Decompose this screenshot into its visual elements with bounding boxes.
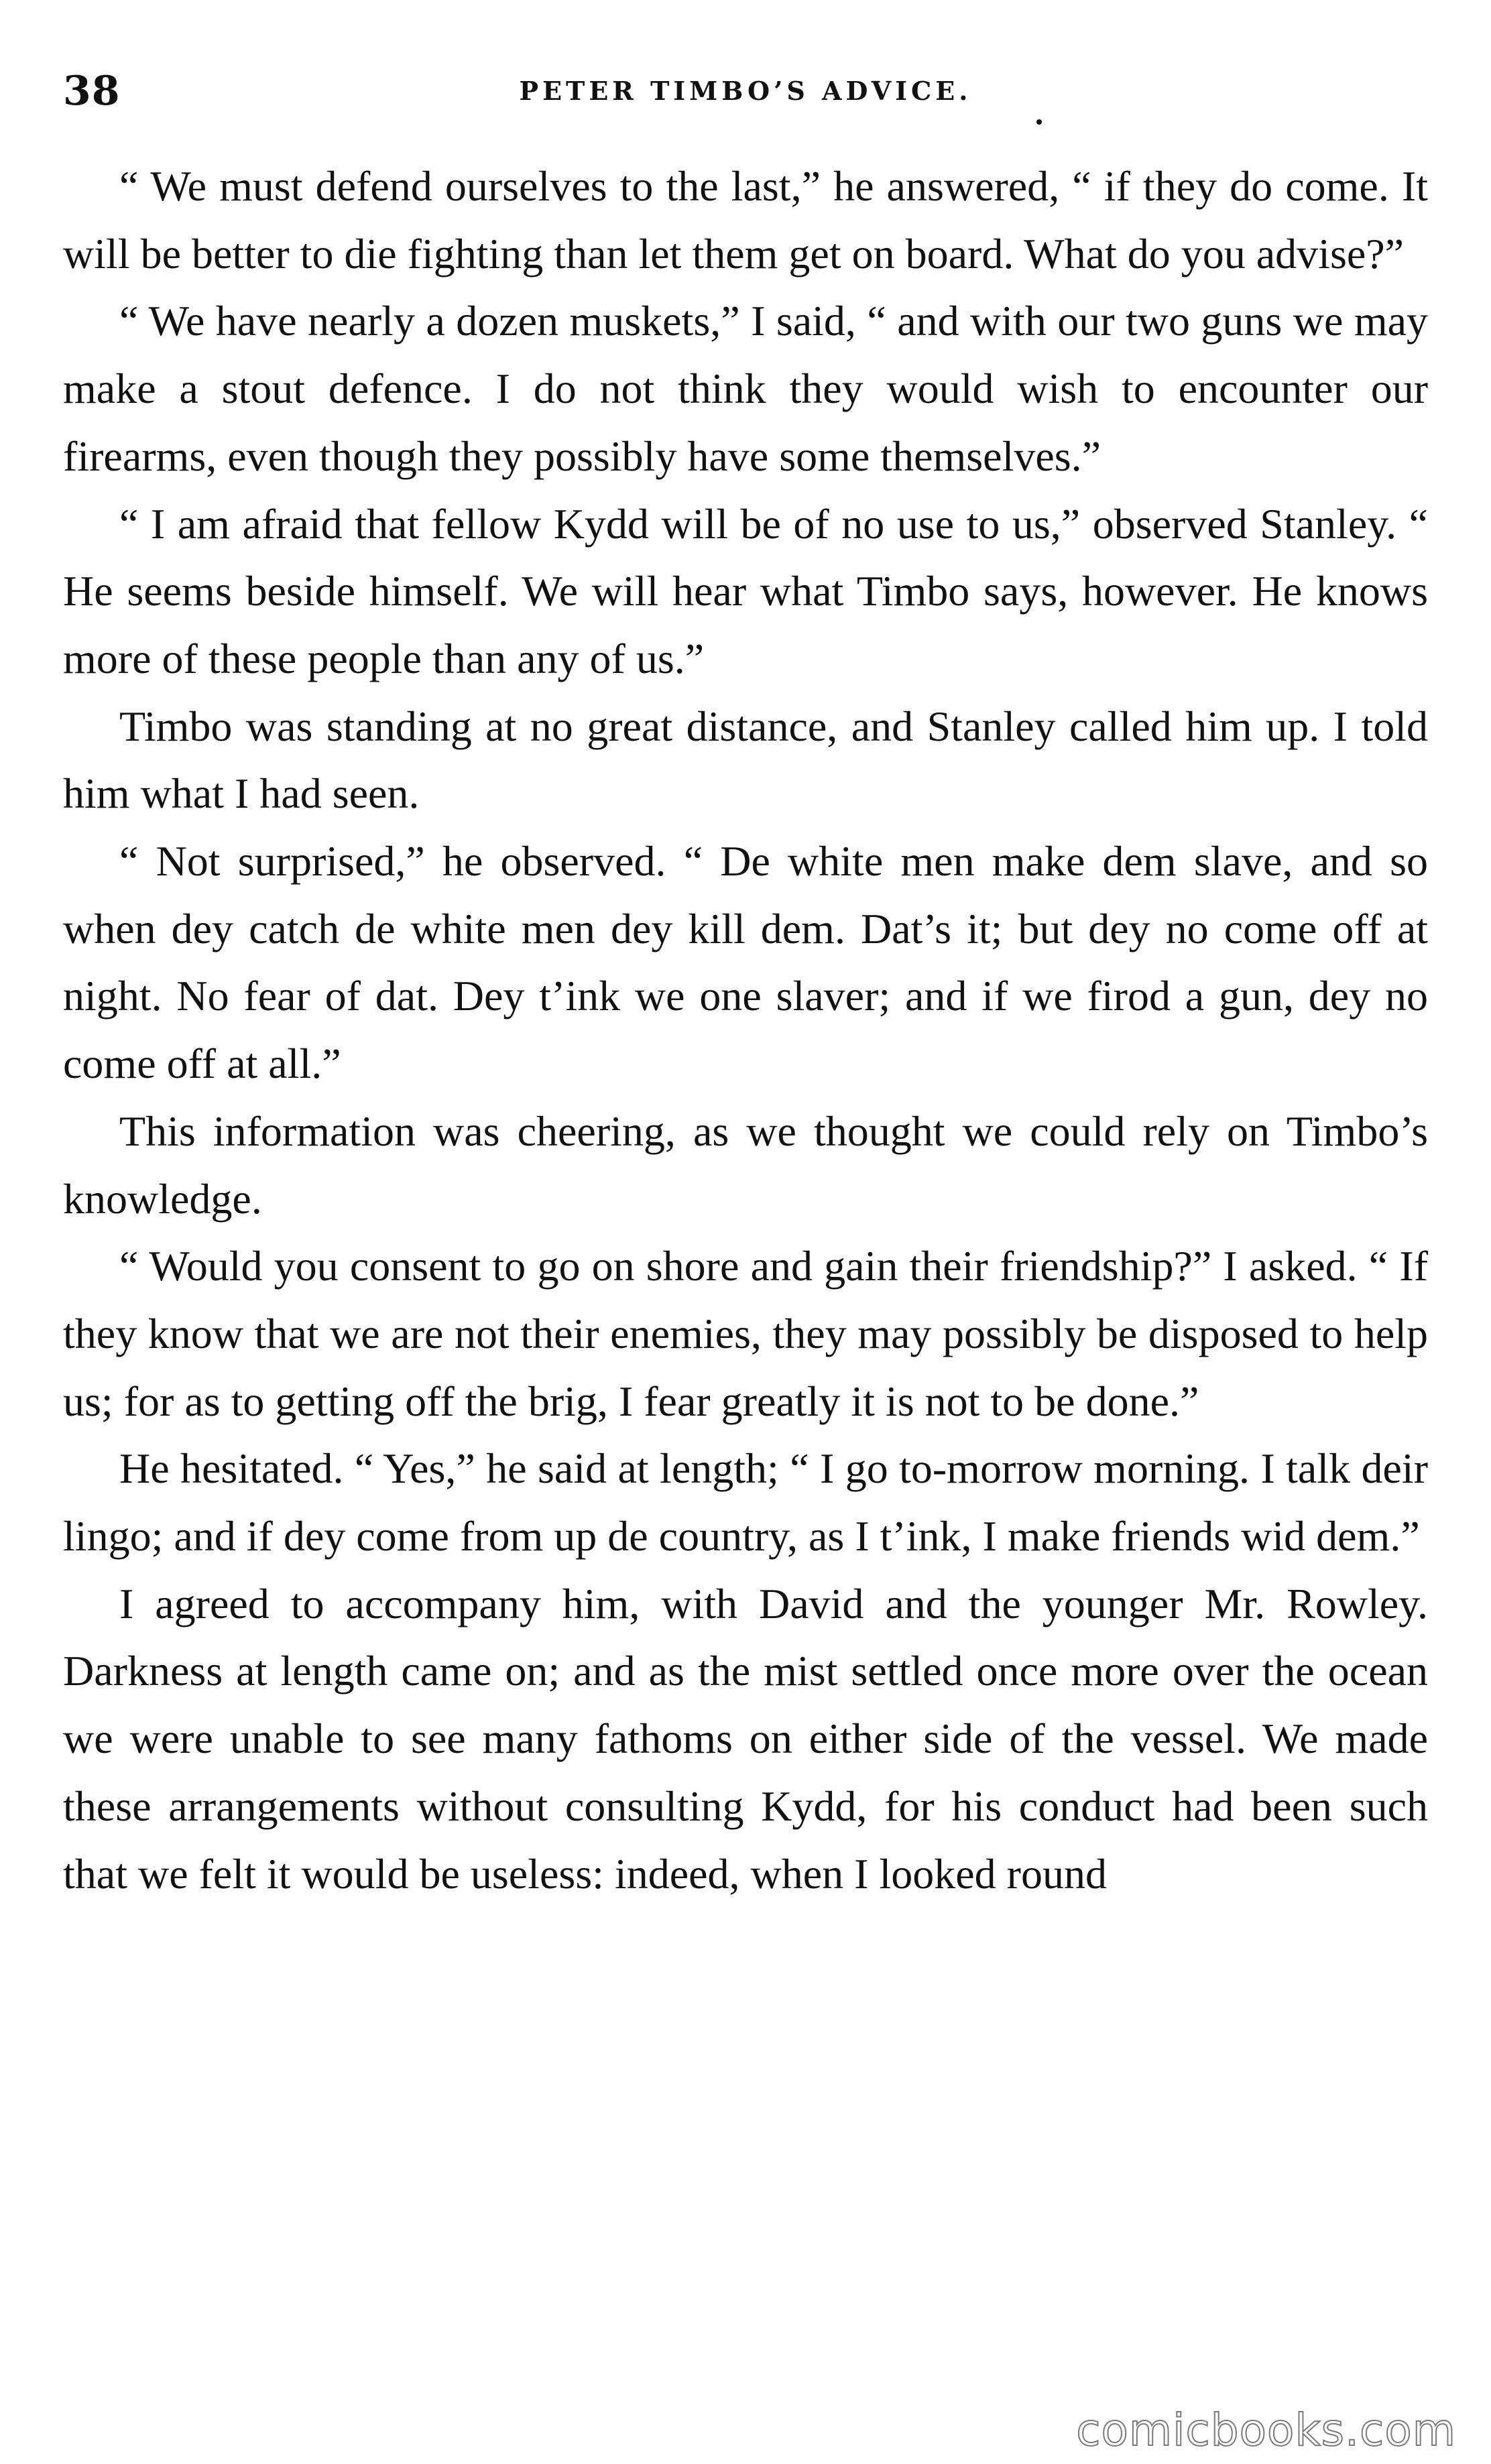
paragraph: “ Not surprised,” he observed. “ De white men make dem slave, and so when dey catch de white men dey kill dem. Dat’s it; but dey no come off at night. No fear of dat. Dey t’ink we one slaver; and if we firod a gun, dey no come off at all.” — [63, 837, 1428, 1088]
paragraph: I agreed to accompany him, with David and the younger Mr. Rowley. Darkness at length came on; and as the mist settled once more over the ocean we were unable to see many fathoms on either side of the vessel. We made these arrangements without consulting Kydd, for his conduct had been such that we felt it would be useless: indeed, when I looked round — [63, 1579, 1428, 1898]
paragraph: “ Would you consent to go on shore and gain their friendship?” I asked. “ If they know that we are not their enemies, they may possibly be disposed to help us; for as to getting off the brig, I fear greatly it is not to be done.” — [63, 1242, 1428, 1425]
paragraph: “ We have nearly a dozen muskets,” I said, “ and with our two guns we may make a stout defence. I do not think they would wish to encounter our firearms, even though they possibly have some themselves.” — [63, 297, 1428, 480]
body-text — [63, 153, 1428, 1908]
paragraph: “ We must defend ourselves to the last,” he answered, “ if they do come. It will be better to die fighting than let them get on board. What do you advise?” — [63, 162, 1428, 278]
running-title: PETER TIMBO’S ADVICE. — [519, 76, 972, 106]
paragraph: This information was cheering, as we thought we could rely on Timbo’s knowledge. — [63, 1107, 1428, 1223]
page-number: 38 — [63, 68, 121, 115]
paragraph: “ I am afraid that fellow Kydd will be of no use to us,” observed Stanley. “ He seems beside himself. We will hear what Timbo says, however. He knows more of these people than any of us.” — [63, 499, 1428, 682]
print-speck — [1036, 119, 1042, 125]
paragraph: He hesitated. “ Yes,” he said at length; “ I go to-morrow morning. I talk deir lingo; and if dey come from up de country, as I t’ink, I make friends wid dem.” — [63, 1444, 1428, 1560]
paragraph: Timbo was standing at no great distance, and Stanley called him up. I told him what I had seen. — [63, 702, 1428, 818]
page-header — [63, 64, 1428, 118]
watermark: comicbooks.com — [1076, 2404, 1456, 2456]
